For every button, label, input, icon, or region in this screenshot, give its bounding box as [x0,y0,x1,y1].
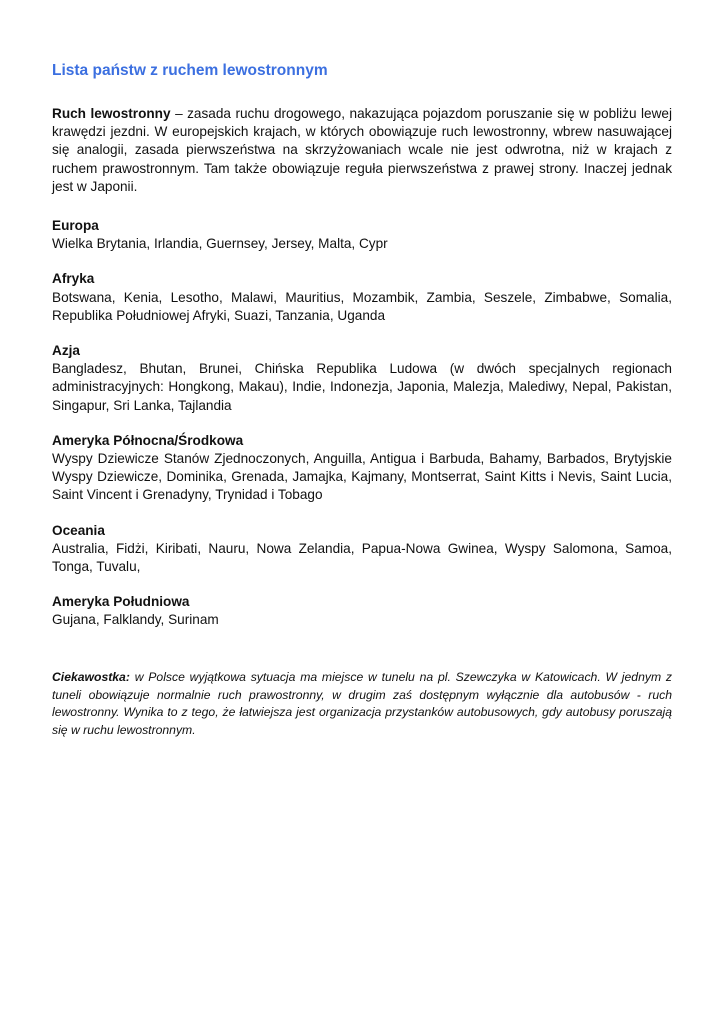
document-page [52,60,672,647]
region-countries: Gujana, Falklandy, Surinam [52,612,219,628]
region-countries: Australia, Fidżi, Kiribati, Nauru, Nowa Zelandia, Papua-Nowa Gwinea, Wyspy Salomona, Samoa, Tonga, Tuvalu, [52,540,672,575]
region-ameryka-polnocna-srodkowa [52,432,672,505]
region-title: Ameryka Południowa [52,594,190,610]
region-ameryka-poludniowa [52,593,672,629]
region-title: Oceania [52,522,105,538]
document-title: Lista państw z ruchem lewostronnym [52,62,328,79]
region-countries: Wyspy Dziewicze Stanów Zjednoczonych, Anguilla, Antigua i Barbuda, Bahamy, Barbados, Brytyjskie Wyspy Dziewicze, Dominika, Grenada, Jamajka, Kajmany, Montserrat, Saint Kitts i Nevis, Saint Lucia, Saint Vincent i Grenadyny, Trynidad i Tobago [52,451,672,503]
intro-text: – zasada ruchu drogowego, nakazująca pojazdom poruszanie się w pobliżu lewej krawędzi jezdni. W europejskich krajach, w których obowiązuje ruch lewostronny, wbrew nasuwającej się analogii, zasada pierwszeństwa na skrzyżowaniach wcale nie jest odwrotna, niż w krajach z ruchem prawostronnym. Tam także obowiązuje reguła pierwszeństwa z prawej strony. Inaczej jednak jest w Japonii. [52,106,673,194]
region-oceania [52,522,672,577]
region-title: Afryka [52,271,95,287]
intro-paragraph [52,105,672,196]
fun-fact-label: Ciekawostka: [52,670,130,684]
region-azja [52,342,672,415]
intro-term: Ruch lewostronny [52,106,171,121]
region-countries: Botswana, Kenia, Lesotho, Malawi, Mauritius, Mozambik, Zambia, Seszele, Zimbabwe, Somalia, Republika Południowej Afryki, Suazi, Tanzania, Uganda [52,289,672,323]
region-countries: Bangladesz, Bhutan, Brunei, Chińska Republika Ludowa (w dwóch specjalnych regionach administracyjnych: Hongkong, Makau), Indie, Indonezja, Japonia, Malezja, Malediwy, Nepal, Pakistan, Singapur, Sri Lanka, Tajlandia [52,361,672,413]
region-europa [52,217,672,253]
region-title: Europa [52,218,99,234]
region-title: Ameryka Północna/Środkowa [52,432,244,448]
fun-fact-note [52,669,672,739]
region-afryka [52,270,672,325]
region-countries: Wielka Brytania, Irlandia, Guernsey, Jersey, Malta, Cypr [52,236,388,252]
fun-fact-text: w Polsce wyjątkowa sytuacja ma miejsce w tunelu na pl. Szewczyka w Katowicach. W jednym z tuneli obowiązuje normalnie ruch prawostronny, w drugim zaś dostępnym wyłącznie dla autobusów - ruch lewostronny. Wynika to z tego, że łatwiejsza jest organizacja przystanków autobusowych, gdy autobusy poruszają się w ruchu lewostronnym. [52,670,672,737]
region-title: Azja [52,343,80,359]
